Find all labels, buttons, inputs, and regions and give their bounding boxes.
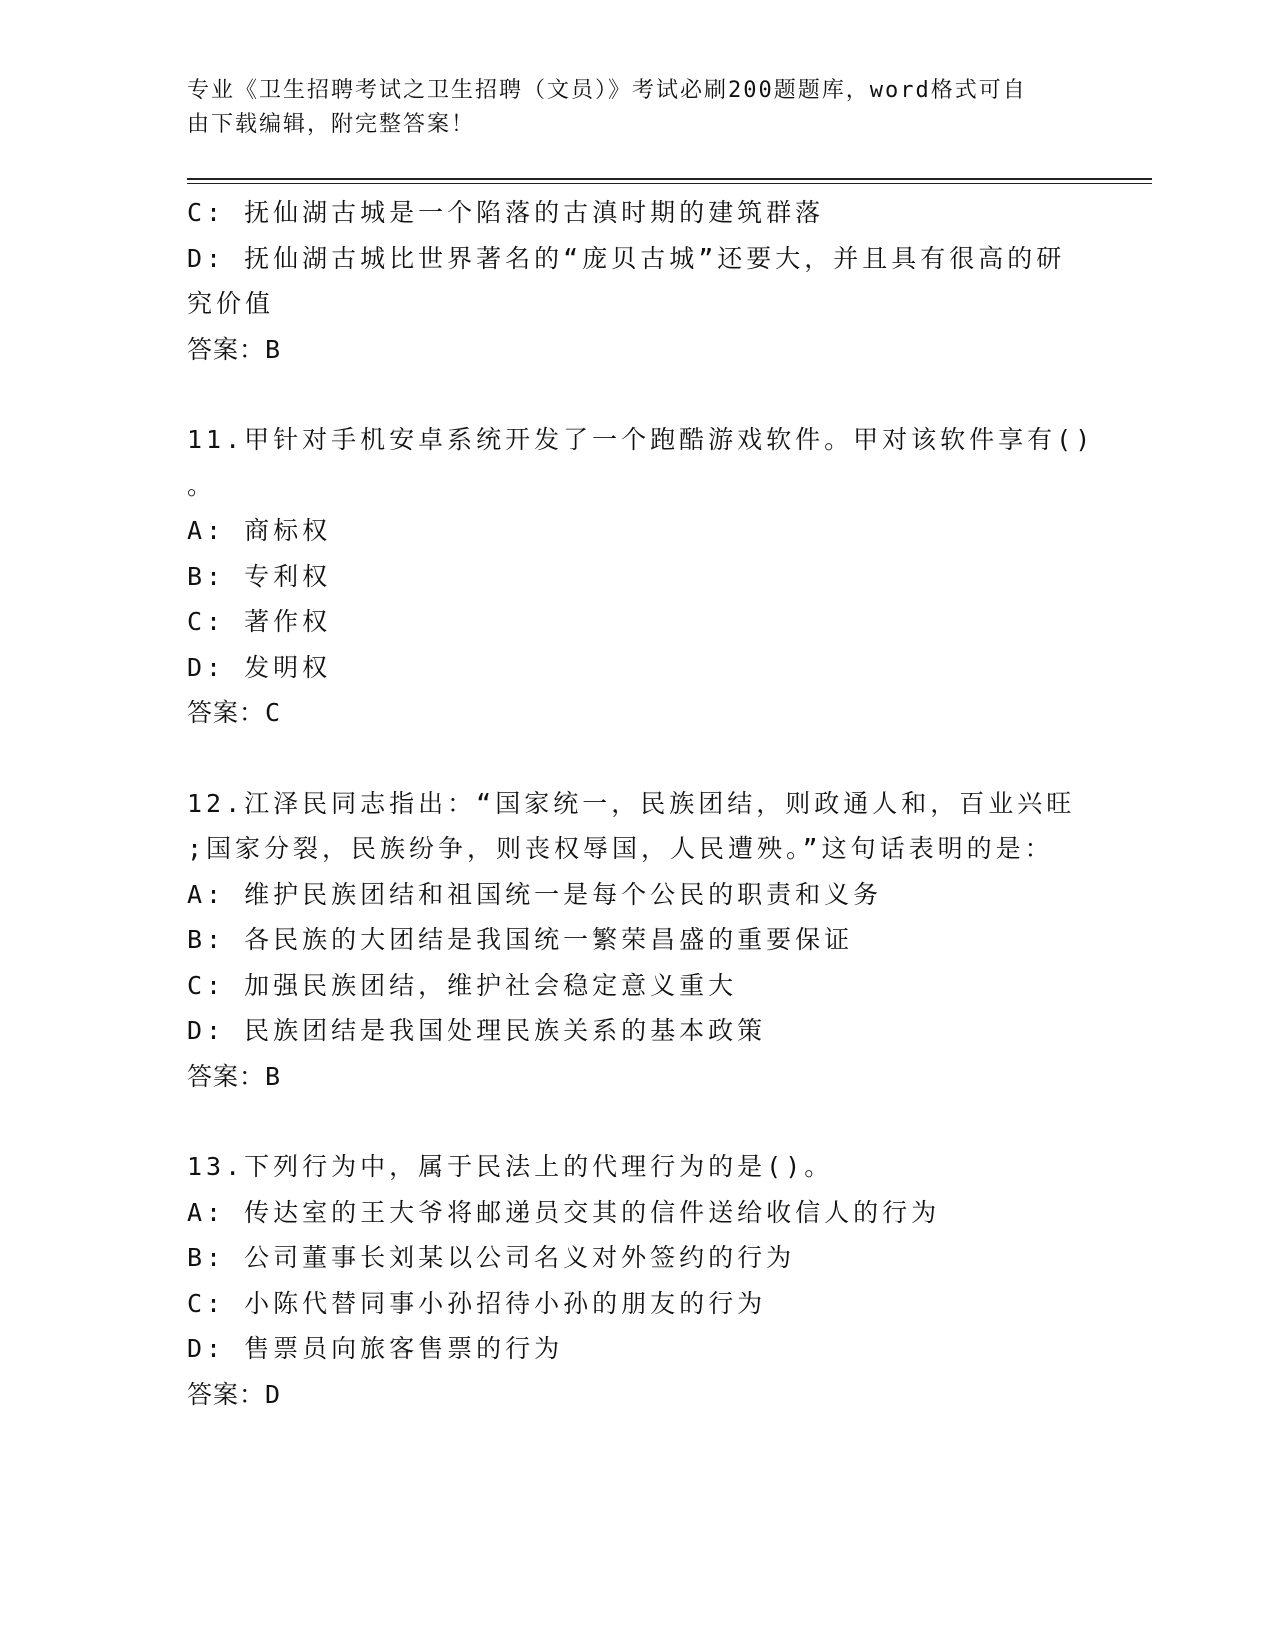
q11-stem-line-2: 。 xyxy=(187,470,217,500)
q12-option-d: D: 民族团结是我国处理民族关系的基本政策 xyxy=(187,1016,767,1045)
question-gap xyxy=(187,1099,1087,1144)
q12-stem-line-2: ;国家分裂，民族纷争，则丧权辱国，人民遭殃。”这句话表明的是： xyxy=(187,834,1054,863)
q13-option-c: C: 小陈代替同事小孙招待小孙的朋友的行为 xyxy=(187,1288,767,1318)
q12-option-a: A: 维护民族团结和祖国统一是每个公民的职责和义务 xyxy=(187,879,883,909)
question-gap xyxy=(187,736,1087,781)
question-11-block xyxy=(187,417,1095,736)
question-12-block xyxy=(187,781,1087,1100)
header-title-line-1: 专业《卫生招聘考试之卫生招聘（文员）》考试必刷200题题库，word格式可自 xyxy=(187,78,1027,103)
q11-answer: 答案：C xyxy=(187,698,282,727)
q11-option-b: B: 专利权 xyxy=(187,561,332,591)
header-title-line-2: 由下载编辑，附完整答案！ xyxy=(187,112,476,137)
q10-option-c: C: 抚仙湖古城是一个陷落的古滇时期的建筑群落 xyxy=(187,198,825,227)
q13-stem-line-1: 13.下列行为中，属于民法上的代理行为的是()。 xyxy=(187,1152,834,1181)
q11-option-a: A: 商标权 xyxy=(187,516,332,545)
q10-option-d-line-2: 究价值 xyxy=(187,289,275,318)
q13-option-a: A: 传达室的王大爷将邮递员交其的信件送给收信人的行为 xyxy=(187,1197,941,1227)
q12-stem-line-1: 12.江泽民同志指出：“国家统一，民族团结，则政通人和，百业兴旺 xyxy=(187,788,1076,818)
q12-option-c: C: 加强民族团结，维护社会稳定意义重大 xyxy=(187,970,738,1000)
q11-option-c: C: 著作权 xyxy=(187,607,332,636)
q12-answer: 答案：B xyxy=(187,1061,282,1091)
q13-answer: 答案：D xyxy=(187,1379,282,1409)
question-gap xyxy=(187,372,1087,417)
q10-option-d-line-1: D: 抚仙湖古城比世界著名的“庞贝古城”还要大，并且具有很高的研 xyxy=(187,243,1066,273)
question-content xyxy=(187,190,1095,1417)
question-10-block xyxy=(187,190,1087,372)
question-13-block xyxy=(187,1144,1087,1417)
q11-option-d: D: 发明权 xyxy=(187,652,332,682)
q13-option-b: B: 公司董事长刘某以公司名义对外签约的行为 xyxy=(187,1243,796,1272)
q11-stem-line-1: 11.甲针对手机安卓系统开发了一个跑酷游戏软件。甲对该软件享有() xyxy=(187,425,1095,454)
document-header xyxy=(187,74,1067,142)
q12-option-b: B: 各民族的大团结是我国统一繁荣昌盛的重要保证 xyxy=(187,925,854,954)
q10-answer: 答案：B xyxy=(187,334,282,364)
header-divider-thick xyxy=(187,178,1152,180)
q13-option-d: D: 售票员向旅客售票的行为 xyxy=(187,1334,564,1363)
header-divider-thin xyxy=(187,183,1152,184)
